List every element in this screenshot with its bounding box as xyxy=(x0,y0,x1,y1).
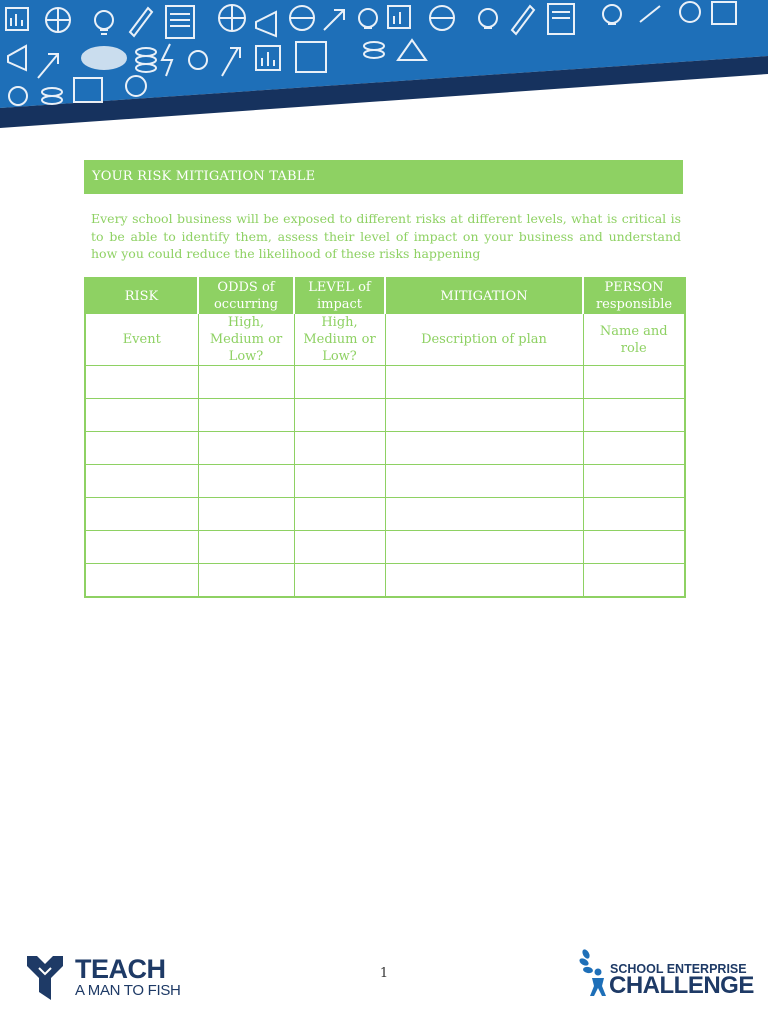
table-cell[interactable] xyxy=(198,531,294,564)
table-cell[interactable] xyxy=(385,432,583,465)
risk-mitigation-table xyxy=(84,277,686,598)
page-number: 1 xyxy=(379,966,389,981)
header-person: PERSON responsible xyxy=(583,278,685,314)
table-cell[interactable] xyxy=(198,564,294,598)
table-row[interactable] xyxy=(85,465,685,498)
hint-description: Description of plan xyxy=(385,314,583,366)
logo-challenge-text: CHALLENGE xyxy=(609,972,754,999)
table-cell[interactable] xyxy=(294,531,385,564)
hint-row xyxy=(85,314,685,366)
logo-school-enterprise-text: SCHOOL ENTERPRISE xyxy=(610,962,747,976)
table-cell[interactable] xyxy=(85,399,198,432)
table-cell[interactable] xyxy=(294,498,385,531)
table-row[interactable] xyxy=(85,366,685,399)
globe-icon xyxy=(46,8,70,32)
school-enterprise-challenge-logo xyxy=(578,948,754,1002)
table-cell[interactable] xyxy=(385,366,583,399)
table-cell[interactable] xyxy=(583,531,685,564)
table-cell[interactable] xyxy=(198,399,294,432)
table-cell[interactable] xyxy=(85,498,198,531)
table-header-row xyxy=(85,278,685,314)
table-cell[interactable] xyxy=(85,432,198,465)
table-cell[interactable] xyxy=(583,498,685,531)
table-cell[interactable] xyxy=(85,564,198,598)
hint-person: Name and role xyxy=(583,314,685,366)
table-cell[interactable] xyxy=(198,432,294,465)
teach-a-man-to-fish-logo xyxy=(25,952,185,1004)
header-level: LEVEL of impact xyxy=(294,278,385,314)
table-cell[interactable] xyxy=(85,531,198,564)
header-risk: RISK xyxy=(85,278,198,314)
table-row[interactable] xyxy=(85,564,685,598)
logo-teach-text: TEACH xyxy=(75,954,166,984)
table-row[interactable] xyxy=(85,498,685,531)
table-cell[interactable] xyxy=(385,465,583,498)
header-banner xyxy=(0,0,768,130)
header-mitigation: MITIGATION xyxy=(385,278,583,314)
hint-event: Event xyxy=(85,314,198,366)
sprout-figure-icon xyxy=(578,948,608,998)
table-cell[interactable] xyxy=(294,399,385,432)
hint-level: High, Medium or Low? xyxy=(294,314,385,366)
table-cell[interactable] xyxy=(385,564,583,598)
table-cell[interactable] xyxy=(198,366,294,399)
globe-icon xyxy=(219,5,245,31)
table-row[interactable] xyxy=(85,432,685,465)
table-cell[interactable] xyxy=(385,399,583,432)
header-odds: ODDS of occurring xyxy=(198,278,294,314)
section-title: YOUR RISK MITIGATION TABLE xyxy=(84,160,683,194)
table-cell[interactable] xyxy=(385,531,583,564)
table-cell[interactable] xyxy=(385,498,583,531)
logo-fish-text: A MAN TO FISH xyxy=(75,982,181,999)
table-cell[interactable] xyxy=(583,465,685,498)
table-cell[interactable] xyxy=(294,432,385,465)
table-cell[interactable] xyxy=(85,366,198,399)
speech-bubble-icon xyxy=(82,47,126,69)
table-cell[interactable] xyxy=(583,366,685,399)
table-cell[interactable] xyxy=(198,498,294,531)
table-row[interactable] xyxy=(85,399,685,432)
table-cell[interactable] xyxy=(294,366,385,399)
table-cell[interactable] xyxy=(583,564,685,598)
hint-odds: High, Medium or Low? xyxy=(198,314,294,366)
table-cell[interactable] xyxy=(294,564,385,598)
fish-shield-icon xyxy=(25,952,65,1002)
table-cell[interactable] xyxy=(583,432,685,465)
table-cell[interactable] xyxy=(583,399,685,432)
table-cell[interactable] xyxy=(85,465,198,498)
table-row[interactable] xyxy=(85,531,685,564)
intro-paragraph: Every school business will be exposed to different risks at different levels, what is critical is to be able to identify them, assess their level of impact on your business and understand how you could reduce the likelihood of these risks happening xyxy=(91,211,681,261)
table-cell[interactable] xyxy=(294,465,385,498)
table-cell[interactable] xyxy=(198,465,294,498)
